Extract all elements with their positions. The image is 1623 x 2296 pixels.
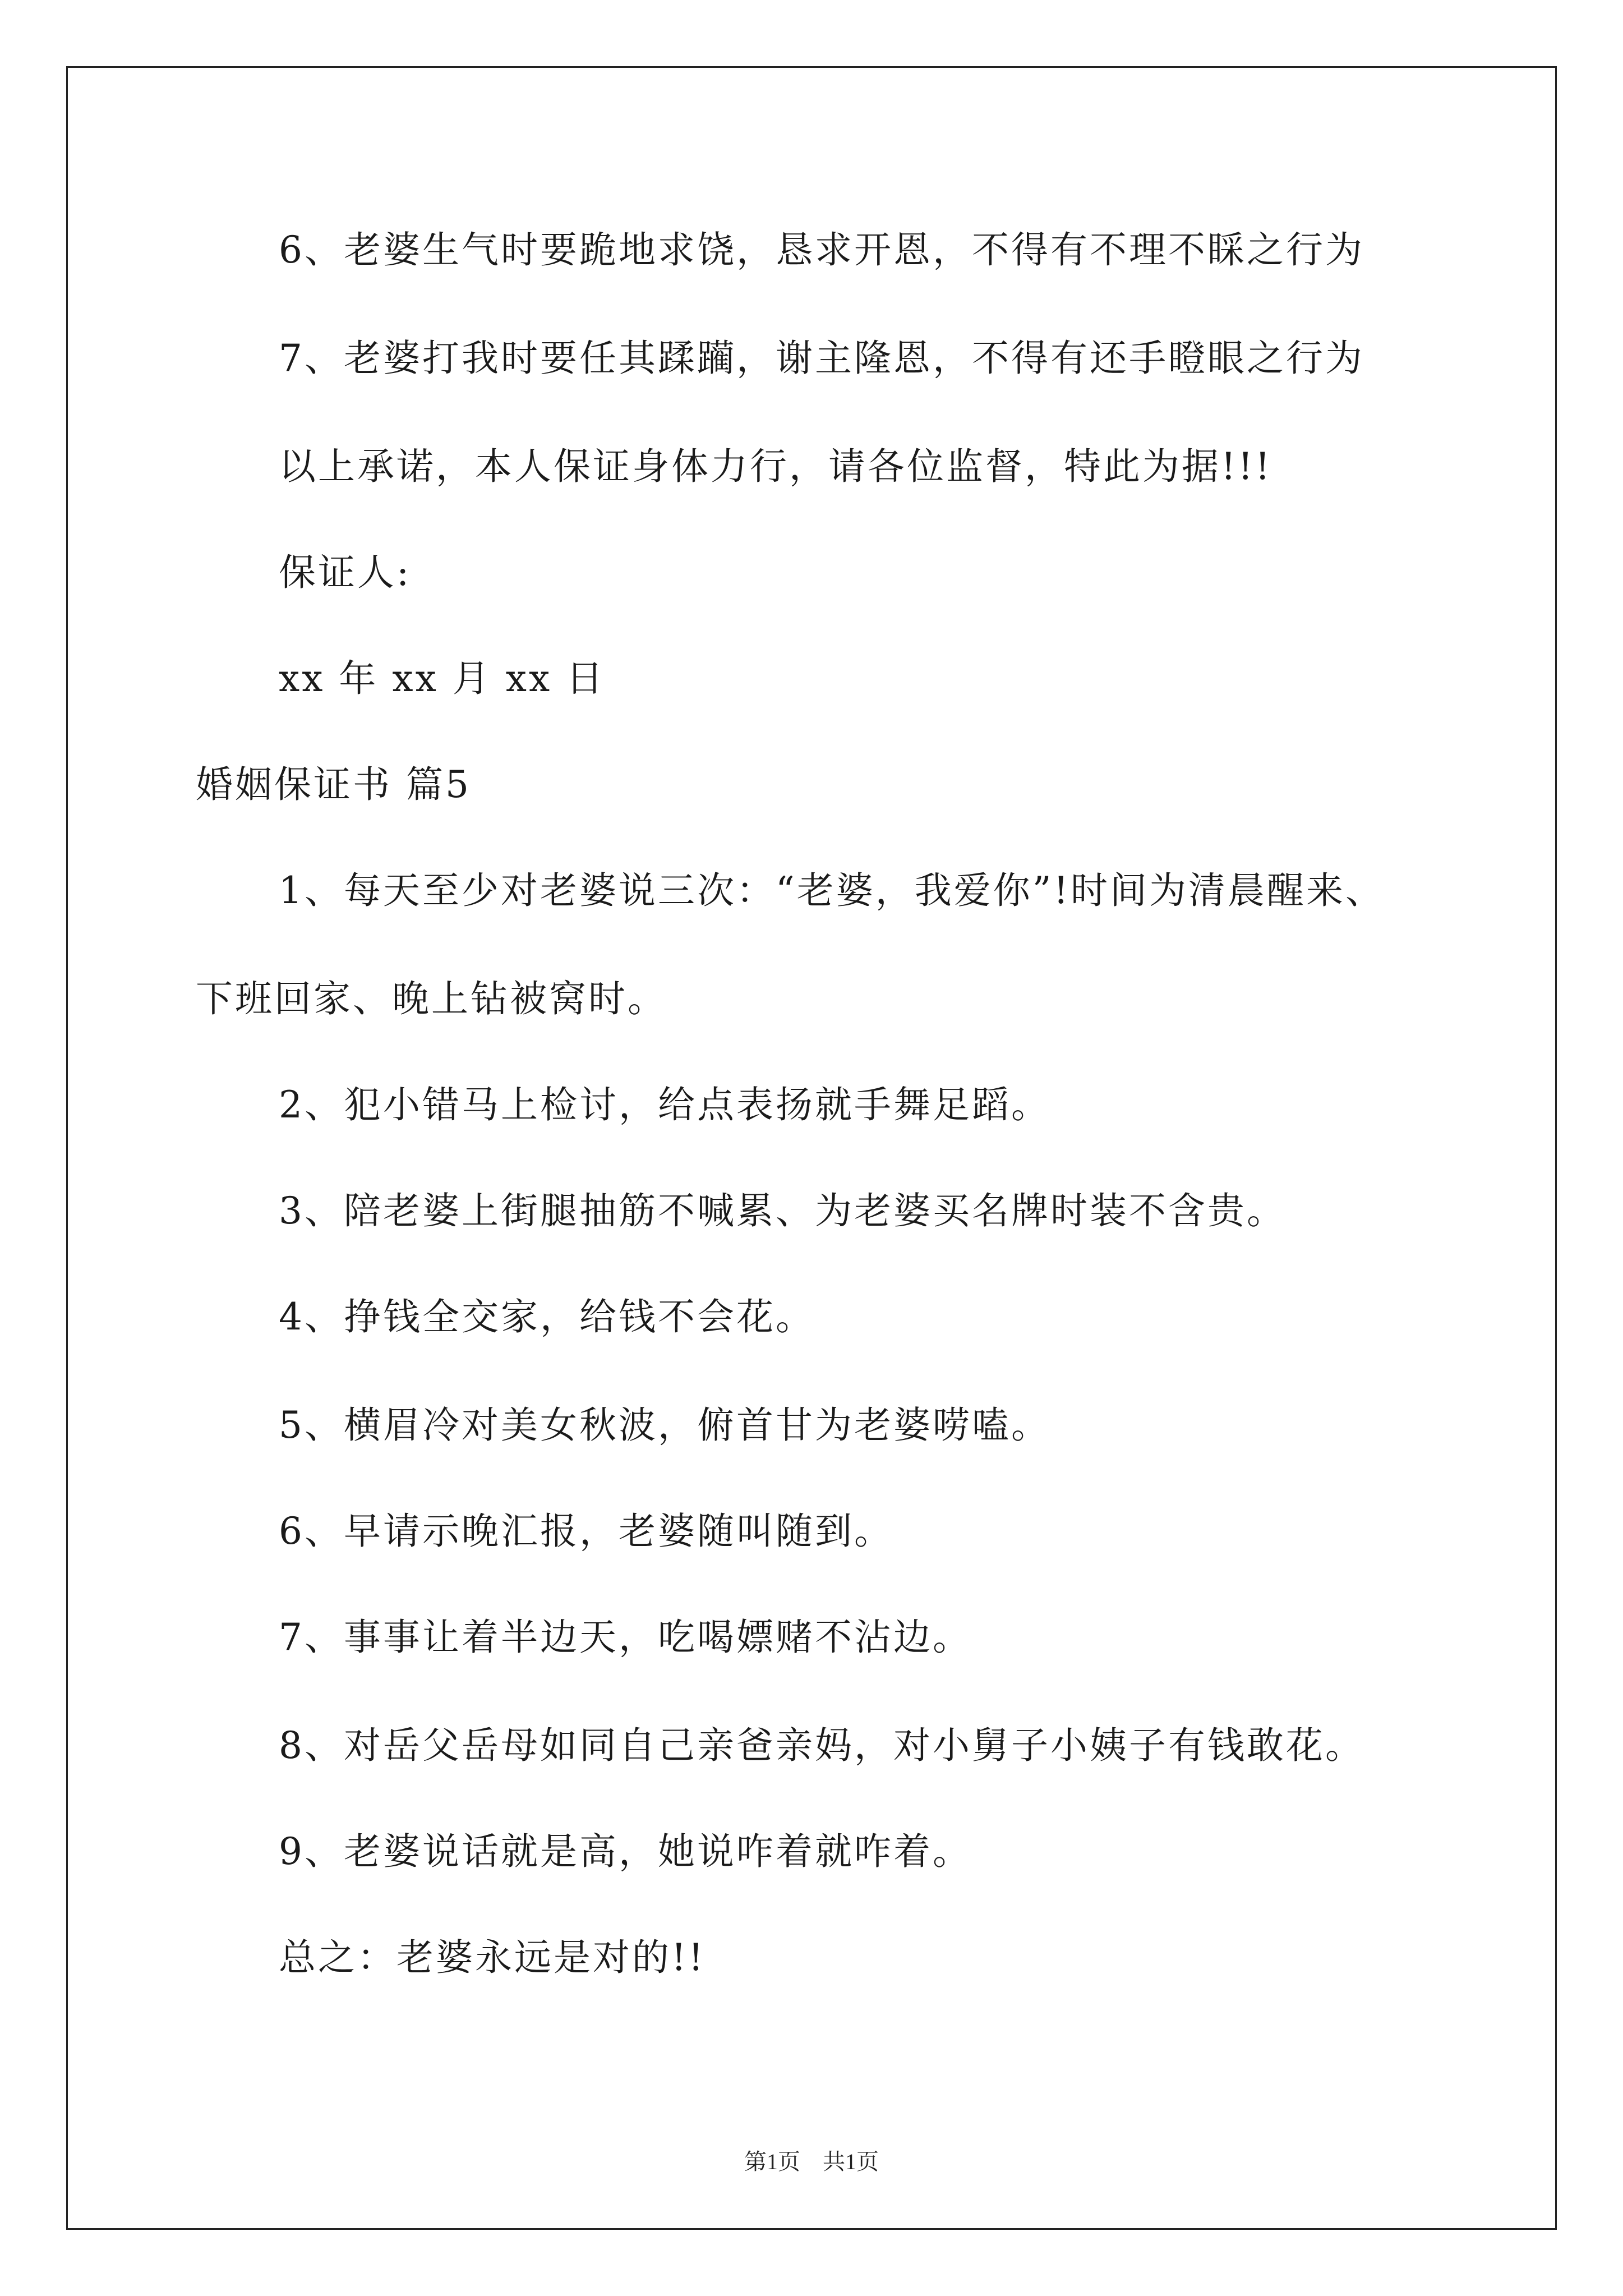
date-line: xx 年 xx 月 xx 日 (279, 657, 606, 700)
continued-item-6: 6、老婆生气时要跪地求饶，恳求开恩，不得有不理不睬之行为 (279, 228, 1364, 272)
list-item: 4、挣钱全交家，给钱不会花。 (279, 1295, 815, 1338)
list-item: 8、对岳父岳母如同自己亲爸亲妈，对小舅子小姨子有钱敢花。 (279, 1724, 1364, 1767)
closing-statement: 以上承诺，本人保证身体力行，请各位监督，特此为据!!! (279, 445, 1272, 488)
section-heading: 婚姻保证书 篇5 (196, 763, 471, 806)
item-1-line-2: 下班回家、晚上钻被窝时。 (196, 977, 667, 1020)
list-item: 2、犯小错马上检讨，给点表扬就手舞足蹈。 (279, 1083, 1050, 1126)
list-item: 5、横眉冷对美女秋波，俯首甘为老婆唠嗑。 (279, 1404, 1050, 1447)
item-1-line-1: 1、每天至少对老婆说三次：“老婆，我爱你”!时间为清晨醒来、 (279, 869, 1385, 912)
list-item: 7、事事让着半边天，吃喝嫖赌不沾边。 (279, 1616, 972, 1659)
page-border (66, 66, 1557, 2230)
list-item: 9、老婆说话就是高，她说咋着就咋着。 (279, 1830, 972, 1873)
page-footer: 第1页 共1页 (744, 2149, 879, 2174)
list-item: 6、早请示晚汇报，老婆随叫随到。 (279, 1510, 893, 1553)
conclusion: 总之：老婆永远是对的!! (279, 1936, 706, 1979)
list-item: 3、陪老婆上街腿抽筋不喊累、为老婆买名牌时装不含贵。 (279, 1189, 1286, 1232)
guarantor-label: 保证人: (279, 551, 412, 594)
continued-item-7: 7、老婆打我时要任其蹂躏，谢主隆恩，不得有还手瞪眼之行为 (279, 337, 1364, 380)
